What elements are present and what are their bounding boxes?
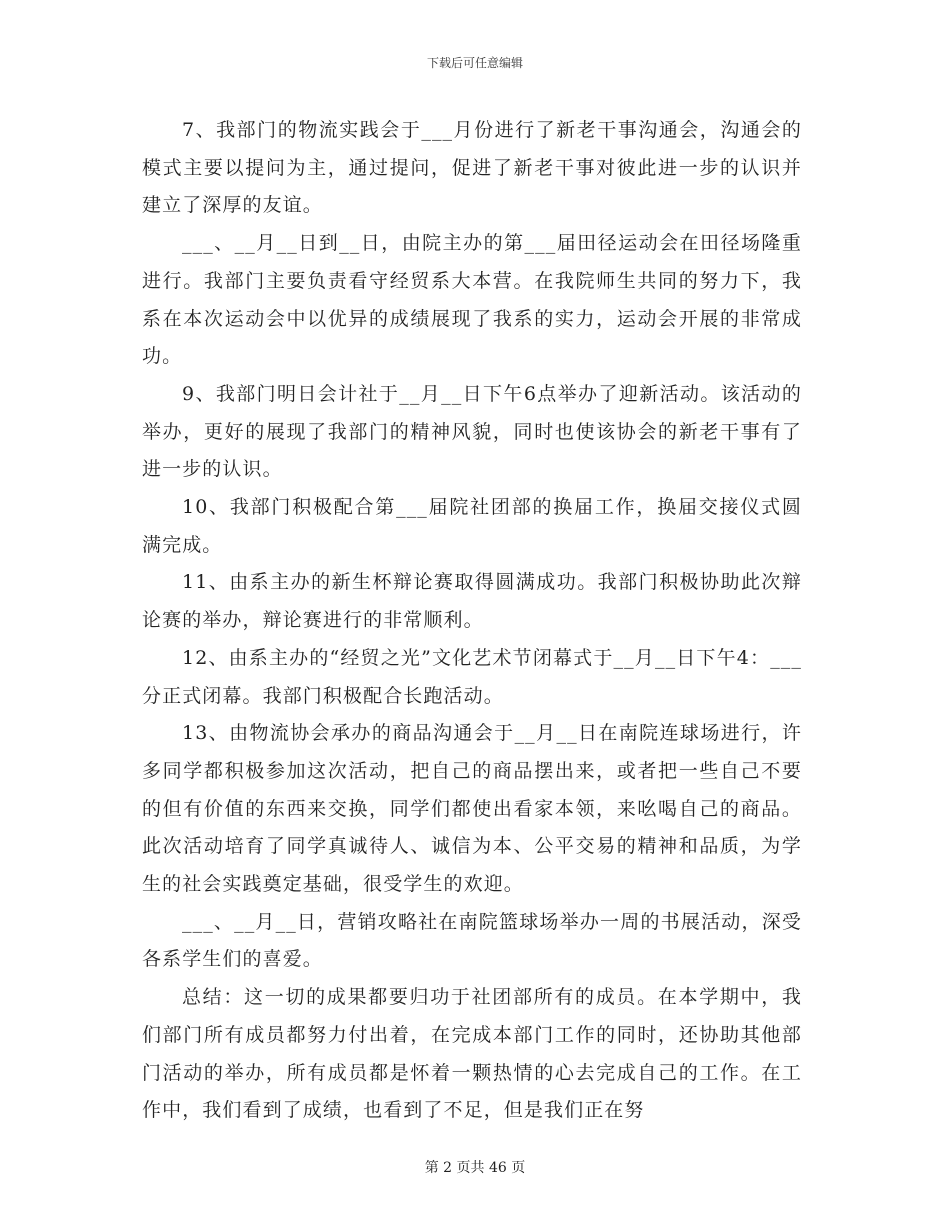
paragraph-summary: 总结：这一切的成果都要归功于社团部所有的成员。在本学期中，我们部门所有成员都努力付出着，在完成本部门工作的同时，还协助其他部门活动的举办，所有成员都是怀着一颗热情的心去完成自己的工作。在工作中，我们看到了成绩，也看到了不足，但是我们正在努 bbox=[142, 986, 802, 1122]
paragraph-item-13: 13、由物流协会承办的商品沟通会于__月__日在南院连球场进行，许多同学都积极参加这次活动，把自己的商品摆出来，或者把一些自己不要的但有价值的东西来交换，同学们都使出看家本领，来吆喝自己的商品。此次活动培育了同学真诚待人、诚信为本、公平交易的精神和品质，为学生的社会实践奠定基础，很受学生的欢迎。 bbox=[142, 722, 802, 896]
paragraph-item-7: 7、我部门的物流实践会于___月份进行了新老干事沟通会，沟通会的模式主要以提问为主，通过提问，促进了新老干事对彼此进一步的认识并建立了深厚的友谊。 bbox=[142, 119, 802, 217]
page-footer: 第 2 页共 46 页 bbox=[424, 1160, 526, 1176]
paragraph-item-8: ___、__月__日到__日，由院主办的第___届田径运动会在田径场隆重进行。我部门主要负责看守经贸系大本营。在我院师生共同的努力下，我系在本次运动会中以优异的成绩展现了我系的实力，运动会开展的非常成功。 bbox=[142, 232, 802, 368]
page-header: 下载后可任意编辑 bbox=[426, 56, 523, 70]
paragraph-item-14: ___、__月__日，营销攻略社在南院篮球场举办一周的书展活动，深受各系学生们的喜爱。 bbox=[142, 910, 802, 971]
paragraph-item-10: 10、我部门积极配合第___届院社团部的换届工作，换届交接仪式圆满完成。 bbox=[142, 496, 802, 556]
paragraph-item-12: 12、由系主办的“经贸之光”文化艺术节闭幕式于__月__日下午4：___分正式闭幕。我部门积极配合长跑活动。 bbox=[142, 646, 802, 707]
paragraph-item-9: 9、我部门明日会计社于__月__日下午6点举办了迎新活动。该活动的举办，更好的展现了我部门的精神风貌，同时也使该协会的新老干事有了进一步的认识。 bbox=[142, 382, 802, 481]
document-body bbox=[142, 112, 802, 1130]
paragraph-item-11: 11、由系主办的新生杯辩论赛取得圆满成功。我部门积极协助此次辩论赛的举办，辩论赛进行的非常顺利。 bbox=[142, 571, 802, 632]
